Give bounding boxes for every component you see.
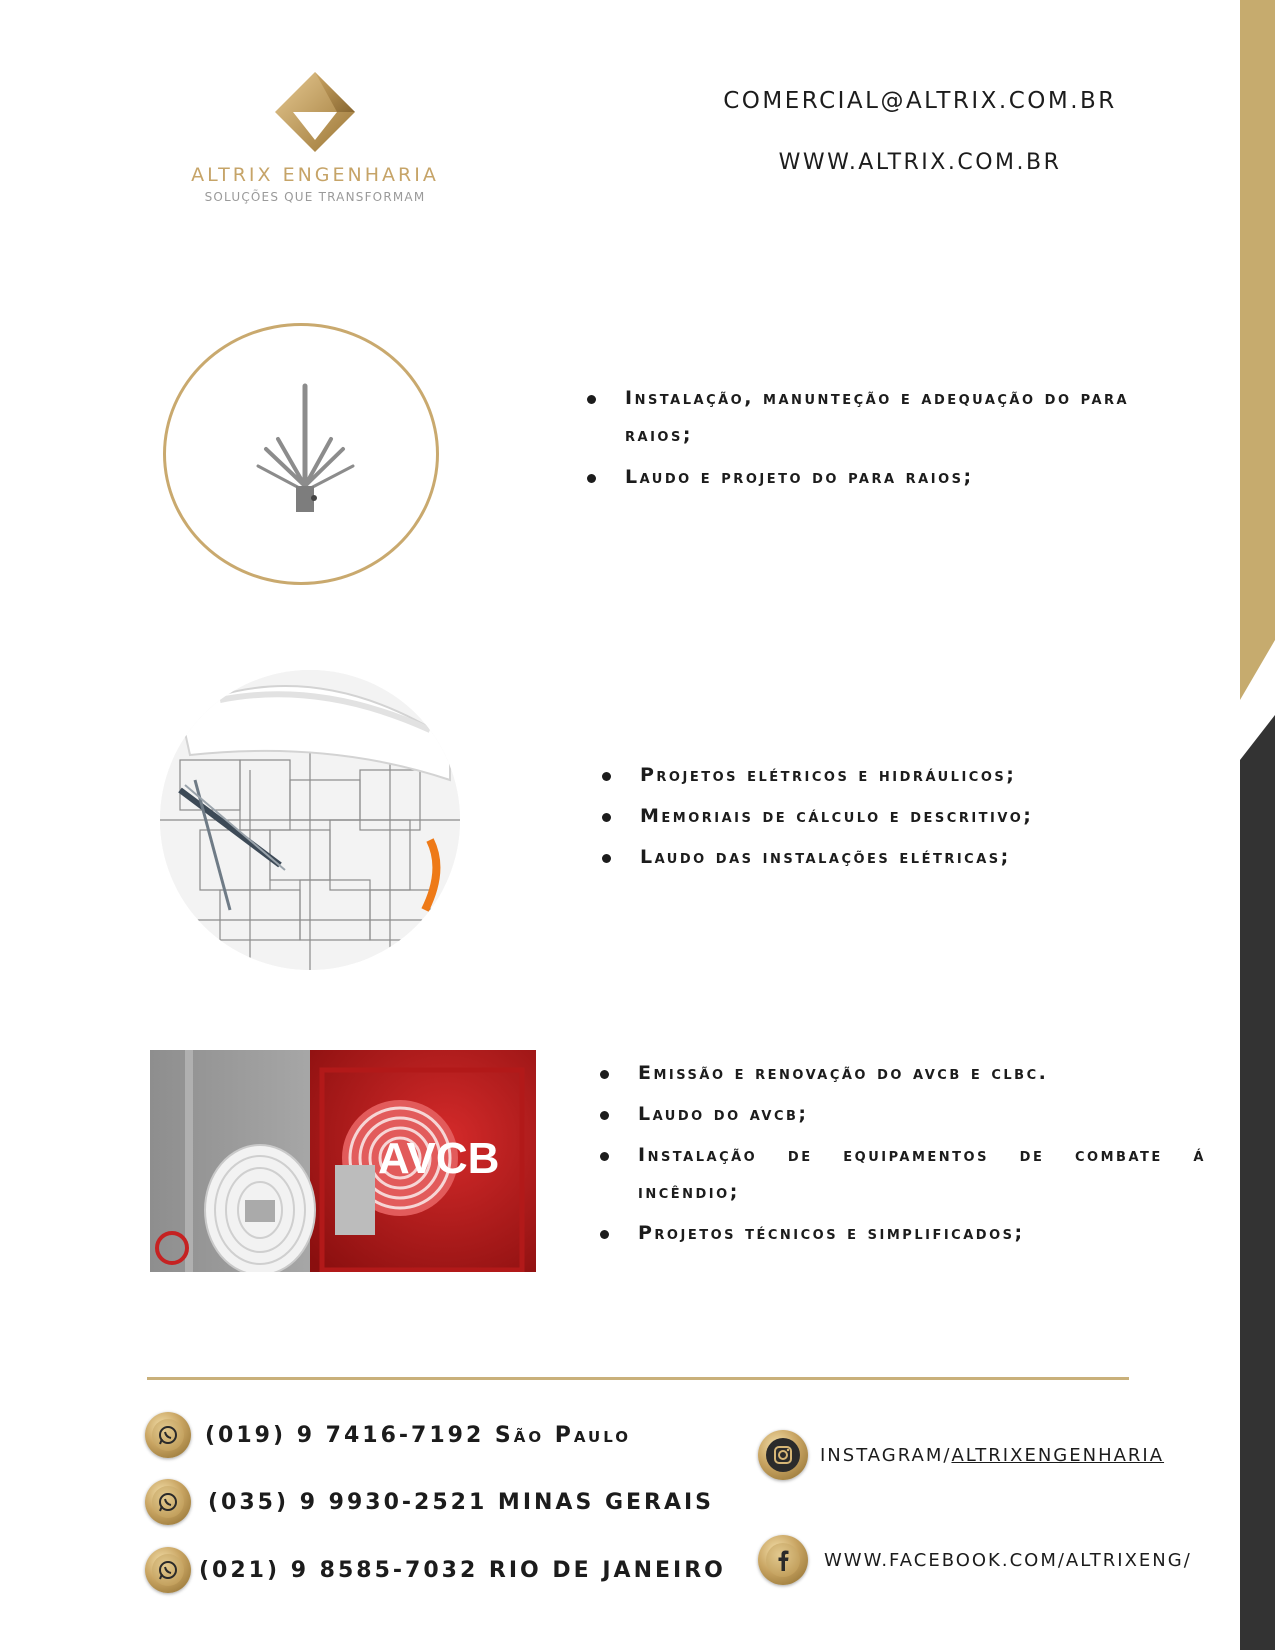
list-item: Projetos técnicos e simplificados; [598,1215,1206,1252]
phone-location: RIO DE JANEIRO [488,1557,726,1583]
footer-divider [147,1377,1129,1380]
list-item: Projetos elétricos e hidráulicos; [600,757,1200,794]
phone-location: MINAS GERAIS [497,1489,715,1515]
lightning-rod-image [163,323,439,585]
phone-location: São Paulo [494,1422,632,1448]
blueprint-image [160,670,460,970]
lightning-services-list [585,380,1185,501]
brand-name: ALTRIX ENGENHARIA [191,164,439,186]
whatsapp-icon [145,1547,191,1593]
whatsapp-icon [145,1412,191,1458]
fire-hose-cabinet-icon [150,1050,536,1272]
dark-side-band [1240,715,1275,1650]
email-link[interactable]: COMERCIAL@ALTRIX.COM.BR [723,88,1117,114]
phone-number: (035) 9 9930-2521 [208,1489,488,1515]
whatsapp-icon [145,1479,191,1525]
avcb-image-label: AVCB [378,1134,500,1183]
list-item: Memoriais de cálculo e descritivo; [600,798,1200,835]
phone-number: (021) 9 8585-7032 [199,1557,479,1583]
phone-minas-gerais[interactable] [145,1479,714,1525]
lightning-rod-icon [166,326,436,582]
phone-rio-de-janeiro[interactable] [145,1547,726,1593]
instagram-link[interactable] [758,1430,1164,1480]
blueprint-helmet-icon [160,670,460,970]
diamond-logo-icon [273,70,357,154]
list-item: Instalação de equipamentos de combate á incêndio; [598,1137,1206,1211]
list-item: Laudo das instalações elétricas; [600,839,1200,876]
fire-safety-services-list [598,1055,1206,1256]
instagram-prefix: INSTAGRAM/ [820,1444,952,1466]
phone-sao-paulo[interactable] [145,1412,631,1458]
list-item: Emissão e renovação do avcb e clbc. [598,1055,1206,1092]
avcb-image [150,1050,536,1272]
instagram-icon [758,1430,808,1480]
instagram-handle: ALTRIXENGENHARIA [951,1444,1165,1466]
website-link[interactable]: WWW.ALTRIX.COM.BR [778,150,1062,175]
company-logo [150,70,480,220]
brand-tagline: SOLUÇÕES QUE TRANSFORMAM [204,190,426,204]
facebook-url: WWW.FACEBOOK.COM/ALTRIXENG/ [824,1549,1192,1571]
gold-side-band [1240,0,1275,700]
facebook-link[interactable] [758,1535,1192,1585]
list-item: Instalação, manunteção e adequação do para raios; [585,380,1185,454]
phone-number: (019) 9 7416-7192 [205,1422,485,1448]
facebook-icon [758,1535,808,1585]
electrical-services-list [600,757,1200,880]
list-item: Laudo e projeto do para raios; [585,459,1185,496]
list-item: Laudo do avcb; [598,1096,1206,1133]
